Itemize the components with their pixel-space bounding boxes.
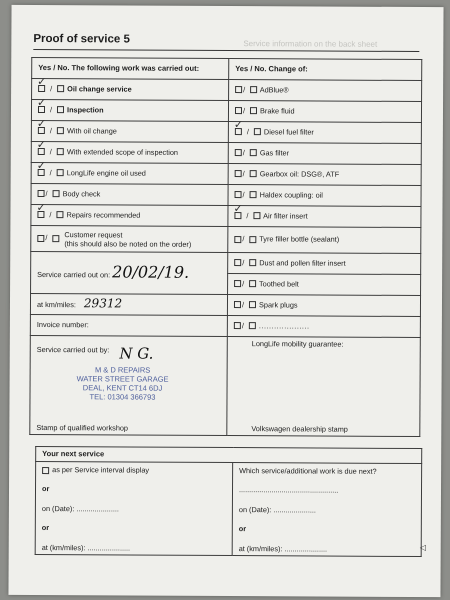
no-checkbox[interactable] bbox=[250, 87, 257, 94]
no-checkbox[interactable] bbox=[250, 150, 257, 157]
right-item-toothed-belt: / Toothed belt bbox=[228, 274, 421, 296]
tick-mark: ✓ bbox=[36, 116, 47, 130]
no-checkbox[interactable] bbox=[249, 323, 256, 330]
tick-mark: ✓ bbox=[36, 200, 46, 214]
tick-mark: ✓ bbox=[37, 74, 47, 88]
service-date-cell: Service carried out on: 20/02/19. bbox=[31, 251, 228, 294]
no-checkbox[interactable] bbox=[52, 235, 59, 242]
carried-out-by-cell: Service carried out by: N G. M & D REPAIRS WATER STREET GARAGE DEAL, KENT CT14 6DJ TEL: 01304 366793 Stamp of qualified workshop bbox=[30, 335, 228, 435]
next-service-right: Which service/additional work is due next? ................................................. on (Date): ..................... or at (km/miles): ..................... bbox=[232, 463, 421, 557]
right-item-brake-fluid: / Brake fluid bbox=[228, 101, 421, 123]
next-date-field-right[interactable]: on (Date): ..................... bbox=[238, 504, 316, 515]
no-checkbox[interactable] bbox=[57, 128, 64, 135]
right-item-diesel-fuel-filter: ✓ / Diesel fuel filter bbox=[228, 122, 421, 144]
left-item-longlife-oil: ✓ / LongLife engine oil used bbox=[31, 162, 228, 184]
service-table bbox=[29, 57, 422, 437]
right-item-haldex-coupling: / Haldex coupling: oil bbox=[228, 185, 421, 207]
no-checkbox[interactable] bbox=[249, 236, 256, 243]
yes-checkbox[interactable] bbox=[37, 235, 44, 242]
tick-mark: ✓ bbox=[233, 201, 243, 215]
yes-checkbox[interactable] bbox=[38, 190, 45, 197]
yes-checkbox[interactable] bbox=[234, 259, 241, 266]
next-service-title: Your next service bbox=[36, 447, 422, 464]
interval-checkbox[interactable] bbox=[42, 467, 49, 474]
right-item-adblue: / AdBlue® bbox=[229, 80, 422, 102]
yes-checkbox[interactable] bbox=[234, 280, 241, 287]
yes-checkbox[interactable] bbox=[234, 301, 241, 308]
right-item-tyre-filler-bottle: / Tyre filler bottle (sealant) bbox=[228, 227, 421, 254]
no-checkbox[interactable] bbox=[249, 260, 256, 267]
service-date-handwritten: 20/02/19. bbox=[112, 262, 190, 283]
right-item-gas-filter: / Gas filter bbox=[228, 143, 421, 165]
left-item-repairs-recommended: ✓ / Repairs recommended bbox=[31, 204, 228, 226]
right-item-spark-plugs: / Spark plugs bbox=[227, 295, 420, 317]
yes-checkbox[interactable] bbox=[235, 86, 242, 93]
signature: N G. bbox=[119, 344, 154, 363]
right-item-gearbox-oil: / Gearbox oil: DSG®, ATF bbox=[228, 164, 421, 186]
yes-checkbox[interactable] bbox=[235, 191, 242, 198]
next-work-field[interactable]: ................................................. bbox=[238, 485, 339, 495]
no-checkbox[interactable] bbox=[57, 170, 64, 177]
yes-checkbox[interactable] bbox=[234, 236, 241, 243]
left-item-extended-inspection: ✓ / With extended scope of inspection bbox=[31, 141, 228, 163]
km-miles-handwritten: 29312 bbox=[83, 296, 123, 311]
yes-checkbox[interactable] bbox=[235, 107, 242, 114]
invoice-number-cell: Invoice number: bbox=[30, 314, 227, 336]
left-item-with-oil-change: ✓ / With oil change bbox=[31, 120, 228, 142]
mobility-guarantee-cell: LongLife mobility guarantee: Volkswagen dealership stamp bbox=[227, 337, 421, 437]
left-item-body-check: / Body check bbox=[31, 183, 228, 205]
page-title: Proof of service 5 bbox=[33, 32, 130, 46]
no-checkbox[interactable] bbox=[253, 213, 260, 220]
left-item-oil-change-service: ✓ / Oil change service bbox=[32, 78, 229, 100]
next-date-field[interactable]: on (Date): ..................... bbox=[41, 503, 119, 514]
tick-mark: ✓ bbox=[37, 95, 47, 109]
no-checkbox[interactable] bbox=[254, 129, 261, 136]
next-km-field-right[interactable]: at (km/miles): ..................... bbox=[238, 543, 328, 554]
yes-checkbox[interactable] bbox=[234, 322, 241, 329]
next-service-left: as per Service interval display or on (Date): ..................... or at (km/miles): ..................... bbox=[35, 462, 232, 556]
next-service-table bbox=[35, 446, 423, 557]
tick-mark: ✓ bbox=[36, 158, 46, 172]
km-miles-cell: at km/miles: 29312 bbox=[30, 293, 227, 315]
page-turn-arrow-icon: ◁ bbox=[419, 543, 426, 553]
tick-mark: ✓ bbox=[233, 117, 244, 131]
no-checkbox[interactable] bbox=[249, 281, 256, 288]
no-checkbox[interactable] bbox=[249, 302, 256, 309]
tick-mark: ✓ bbox=[36, 137, 47, 151]
no-checkbox[interactable] bbox=[56, 212, 63, 219]
no-checkbox[interactable] bbox=[57, 107, 64, 114]
no-checkbox[interactable] bbox=[57, 149, 64, 156]
dealer-stamp-label: Volkswagen dealership stamp bbox=[251, 423, 348, 434]
right-column-header: Yes / No. Change of: bbox=[229, 59, 422, 81]
no-checkbox[interactable] bbox=[250, 171, 257, 178]
title-divider bbox=[33, 49, 419, 52]
service-book-page bbox=[8, 5, 443, 597]
stamp-label: Stamp of qualified workshop bbox=[36, 422, 129, 433]
right-item-blank: / .................... bbox=[227, 316, 420, 338]
yes-checkbox[interactable] bbox=[235, 170, 242, 177]
left-item-inspection: ✓ / Inspection bbox=[31, 99, 228, 121]
right-item-dust-pollen-filter: / Dust and pollen filter insert bbox=[228, 253, 421, 275]
left-item-customer-request: / Customer request (this should also be noted on the order) bbox=[31, 225, 228, 252]
yes-checkbox[interactable] bbox=[235, 149, 242, 156]
next-km-field[interactable]: at (km/miles): ..................... bbox=[41, 542, 131, 553]
no-checkbox[interactable] bbox=[250, 108, 257, 115]
left-column-header: Yes / No. The following work was carried out: bbox=[32, 57, 229, 79]
bleed-through-text: Service information on the back sheet bbox=[243, 39, 378, 49]
no-checkbox[interactable] bbox=[250, 192, 257, 199]
no-checkbox[interactable] bbox=[57, 86, 64, 93]
no-checkbox[interactable] bbox=[53, 191, 60, 198]
workshop-stamp: M & D REPAIRS WATER STREET GARAGE DEAL, KENT CT14 6DJ TEL: 01304 366793 bbox=[76, 365, 169, 402]
right-item-air-filter: ✓ / Air filter insert bbox=[228, 206, 421, 228]
